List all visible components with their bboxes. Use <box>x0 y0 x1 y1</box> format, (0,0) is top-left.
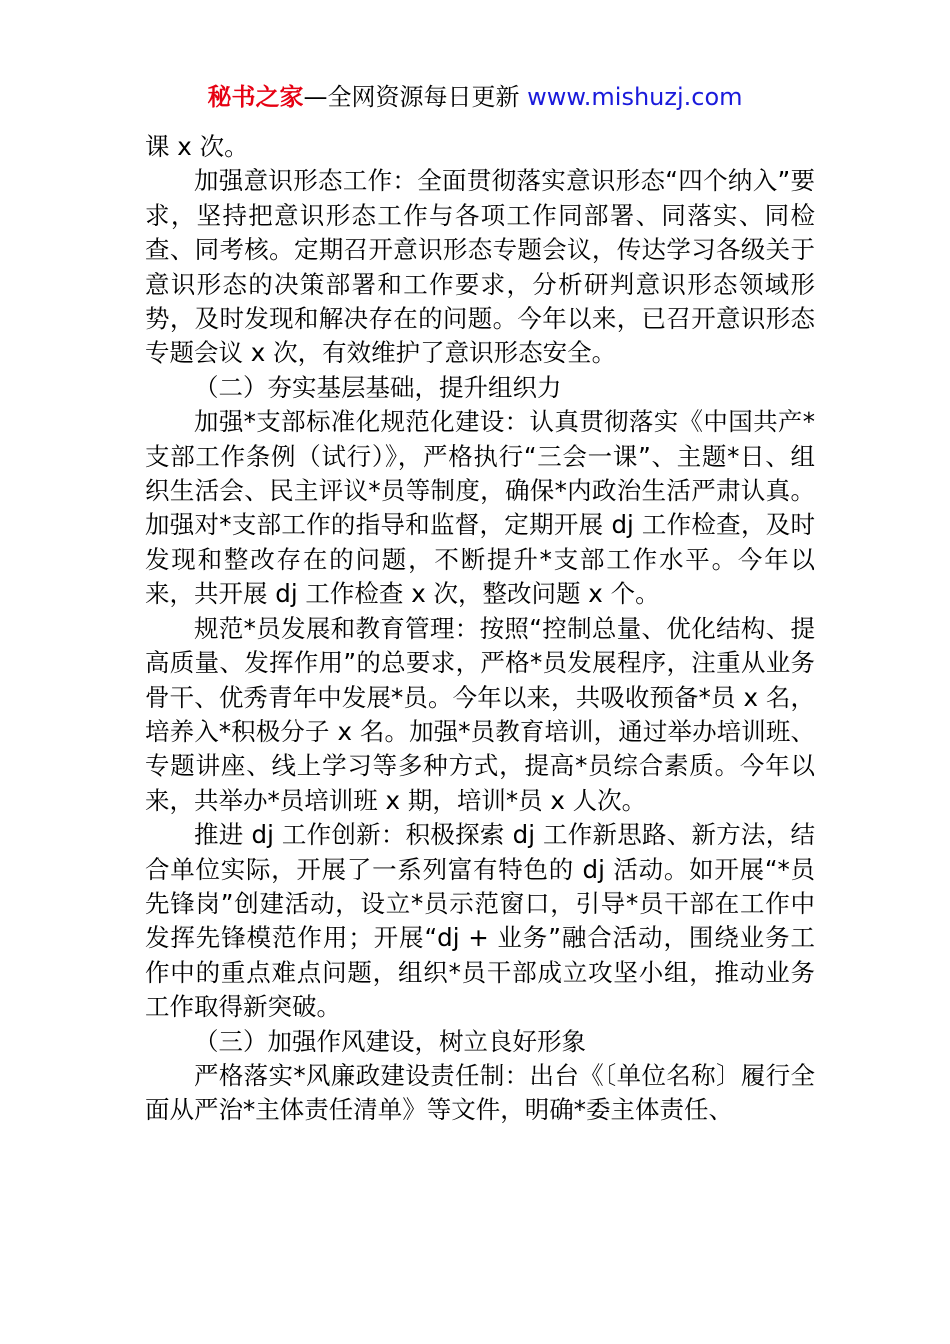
site-brand: 秘书之家 <box>207 83 304 111</box>
site-header <box>0 80 950 114</box>
paragraph-branch-standardization: 加强*支部标准化规范化建设：认真贯彻落实《中国共产*支部工作条例（试行）》，严格执行“三会一课”、主题*日、组织生活会、民主评议*员等制度，确保*内政治生活严肃认真。加强对*支部工作的指导和监督，定期开展 dj 工作检查，及时发现和整改存在的问题，不断提升*支部工作水平。今年以来，共开展 dj 工作检查 x 次，整改问题 x 个。 <box>145 407 815 609</box>
document-body <box>145 130 815 1128</box>
paragraph-work-innovation: 推进 dj 工作创新：积极探索 dj 工作新思路、新方法，结合单位实际，开展了一系列富有特色的 dj 活动。如开展“*员先锋岗”创建活动，设立*员示范窗口，引导*员干部在工作中发挥先锋模范作用；开展“dj + 业务”融合活动，围绕业务工作中的重点难点问题，组织*员干部成立攻坚小组，推动业务工作取得新突破。 <box>145 820 815 1022</box>
paragraph-integrity-responsibility: 严格落实*风廉政建设责任制：出台《〔单位名称〕履行全面从严治*主体责任清单》等文件，明确*委主体责任、 <box>145 1060 815 1125</box>
section-heading-3: （三）加强作风建设，树立良好形象 <box>194 1026 586 1056</box>
site-tagline: —全网资源每日更新 <box>303 83 528 111</box>
site-url-link[interactable]: www.mishuzj.com <box>527 83 743 111</box>
paragraph-member-development: 规范*员发展和教育管理：按照“控制总量、优化结构、提高质量、发挥作用”的总要求，严格*员发展程序，注重从业务骨干、优秀青年中发展*员。今年以来，共吸收预备*员 x 名，培养入*积极分子 x 名。加强*员教育培训，通过举办培训班、专题讲座、线上学习等多种方式，提高*员综合素质。今年以来，共举办*员培训班 x 期，培训*员 x 人次。 <box>145 613 815 815</box>
paragraph-continuation: 课 x 次。 <box>145 132 249 161</box>
section-heading-2: （二）夯实基层基础，提升组织力 <box>194 372 562 402</box>
paragraph-ideology-work: 加强意识形态工作：全面贯彻落实意识形态“四个纳入”要求，坚持把意识形态工作与各项工作同部署、同落实、同检查、同考核。定期召开意识形态专题会议，传达学习各级关于意识形态的决策部署和工作要求，分析研判意识形态领域形势，及时发现和解决存在的问题。今年以来，已召开意识形态专题会议 x 次，有效维护了意识形态安全。 <box>145 166 815 368</box>
